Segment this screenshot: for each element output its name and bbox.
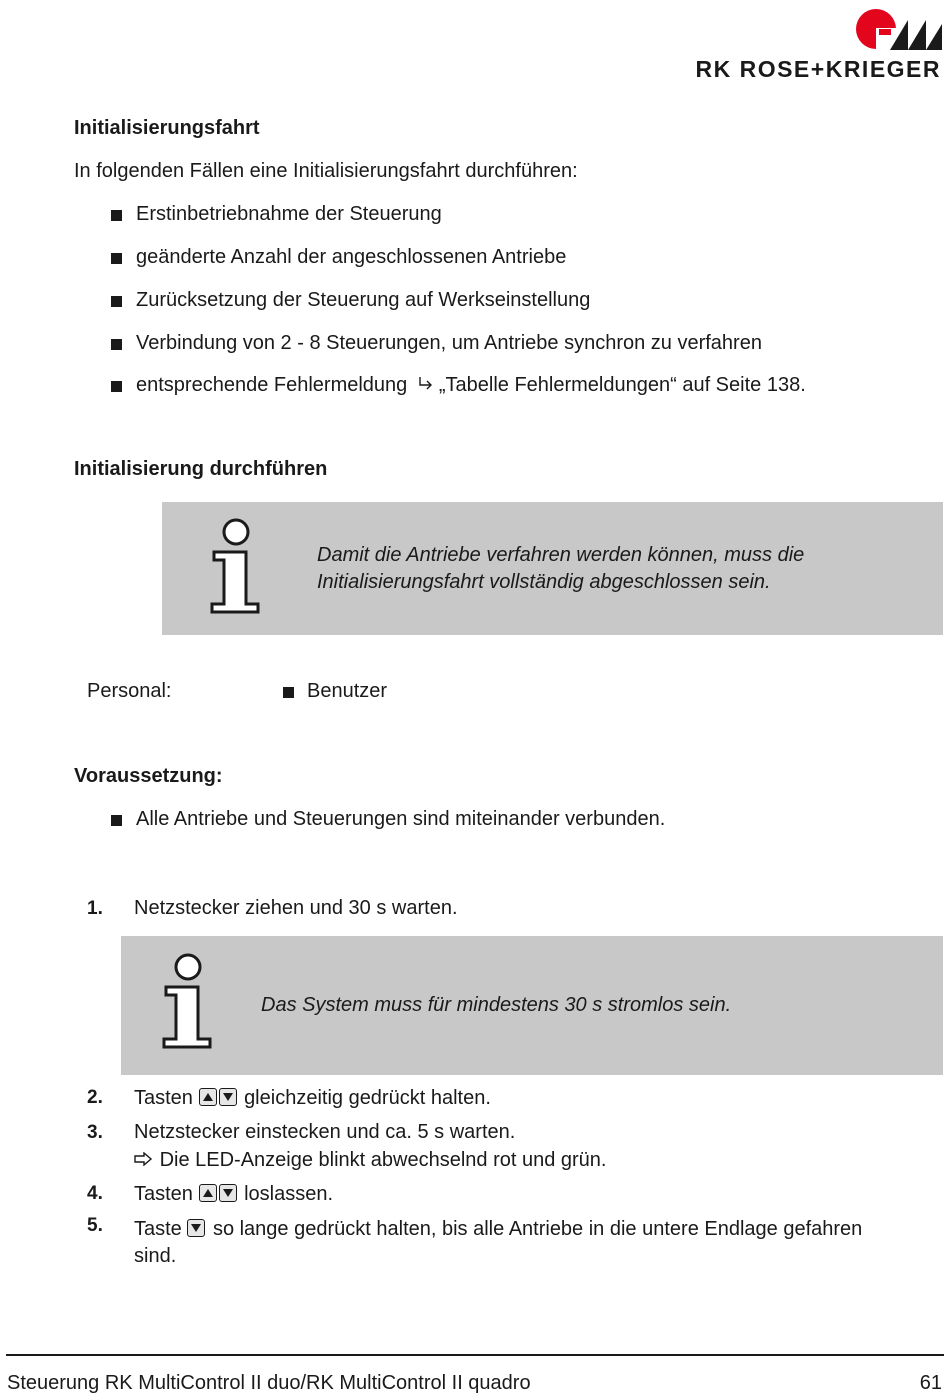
up-arrow-key-icon bbox=[199, 1184, 217, 1202]
bullet-icon bbox=[111, 296, 122, 307]
list-item-text: entsprechende Fehlermeldung bbox=[136, 374, 408, 396]
step-text-part: so lange gedrückt halten, bis alle Antriebe in die untere Endlage gefahren bbox=[212, 1218, 863, 1240]
brand-logo-text: RK ROSE+KRIEGER bbox=[695, 56, 941, 82]
info-icon bbox=[206, 516, 262, 616]
footer-document-title: Steuerung RK MultiControl II duo/RK MultiControl II quadro bbox=[7, 1372, 531, 1394]
down-arrow-key-icon bbox=[219, 1184, 237, 1202]
list-item: geänderte Anzahl der angeschlossenen Antriebe bbox=[136, 246, 567, 268]
step-number: 1. bbox=[87, 898, 103, 919]
info-text: Das System muss für mindestens 30 s stromlos sein. bbox=[261, 994, 732, 1016]
step-text-part: loslassen. bbox=[244, 1183, 333, 1205]
bullet-icon bbox=[111, 339, 122, 350]
cross-reference-link[interactable]: „Tabelle Fehlermeldungen“ auf Seite 138. bbox=[438, 374, 806, 396]
bullet-icon bbox=[111, 381, 122, 392]
info-box-step1 bbox=[121, 936, 943, 1075]
step-text: Netzstecker einstecken und ca. 5 s warten. bbox=[134, 1121, 516, 1143]
info-box bbox=[162, 502, 943, 635]
step-text-part: Taste bbox=[134, 1218, 182, 1240]
cross-reference-arrow-icon bbox=[417, 375, 435, 393]
bullet-icon bbox=[111, 253, 122, 264]
info-text bbox=[317, 542, 804, 596]
personal-value: Benutzer bbox=[307, 680, 388, 702]
section-title-initialisierung-durchfuehren: Initialisierung durchführen bbox=[74, 458, 328, 480]
up-arrow-key-icon bbox=[199, 1088, 217, 1106]
down-arrow-key-icon bbox=[219, 1088, 237, 1106]
list-item: Verbindung von 2 - 8 Steuerungen, um Antriebe synchron zu verfahren bbox=[136, 332, 762, 354]
list-item: Erstinbetriebnahme der Steuerung bbox=[136, 203, 442, 225]
down-arrow-key-icon bbox=[187, 1219, 205, 1237]
step-text: Netzstecker ziehen und 30 s warten. bbox=[134, 897, 458, 919]
step-text-part: Tasten bbox=[134, 1183, 193, 1205]
personal-label: Personal: bbox=[87, 680, 172, 702]
section-title-initialisierungsfahrt: Initialisierungsfahrt bbox=[74, 117, 260, 139]
step-result-text: Die LED-Anzeige blinkt abwechselnd rot und grün. bbox=[159, 1149, 607, 1171]
step-number: 3. bbox=[87, 1122, 103, 1143]
step-number: 2. bbox=[87, 1087, 103, 1108]
info-icon bbox=[158, 951, 214, 1051]
info-text-line: Initialisierungsfahrt vollständig abgeschlossen sein. bbox=[317, 571, 771, 593]
step-text-continued: sind. bbox=[134, 1245, 177, 1267]
step-text-part: gleichzeitig gedrückt halten. bbox=[244, 1087, 491, 1109]
rose-krieger-logo-mark bbox=[856, 8, 942, 50]
step-number: 5. bbox=[87, 1215, 103, 1236]
prerequisite-item: Alle Antriebe und Steuerungen sind miteinander verbunden. bbox=[136, 808, 666, 830]
page-number: 61 bbox=[919, 1372, 942, 1394]
bullet-icon bbox=[111, 210, 122, 221]
step-text bbox=[134, 1087, 491, 1110]
result-arrow-icon bbox=[134, 1152, 154, 1166]
step-text bbox=[134, 1218, 862, 1241]
step-result bbox=[134, 1149, 607, 1172]
bullet-icon bbox=[283, 687, 294, 698]
intro-text: In folgenden Fällen eine Initialisierungsfahrt durchführen: bbox=[74, 160, 578, 182]
section-title-voraussetzung: Voraussetzung: bbox=[74, 765, 223, 787]
list-item-error-reference bbox=[136, 374, 806, 397]
step-text-part: Tasten bbox=[134, 1087, 193, 1109]
bullet-icon bbox=[111, 815, 122, 826]
step-number: 4. bbox=[87, 1183, 103, 1204]
list-item: Zurücksetzung der Steuerung auf Werkseinstellung bbox=[136, 289, 591, 311]
footer-divider bbox=[6, 1354, 944, 1356]
step-text bbox=[134, 1183, 333, 1206]
info-text-line: Damit die Antriebe verfahren werden können, muss die bbox=[317, 544, 805, 566]
